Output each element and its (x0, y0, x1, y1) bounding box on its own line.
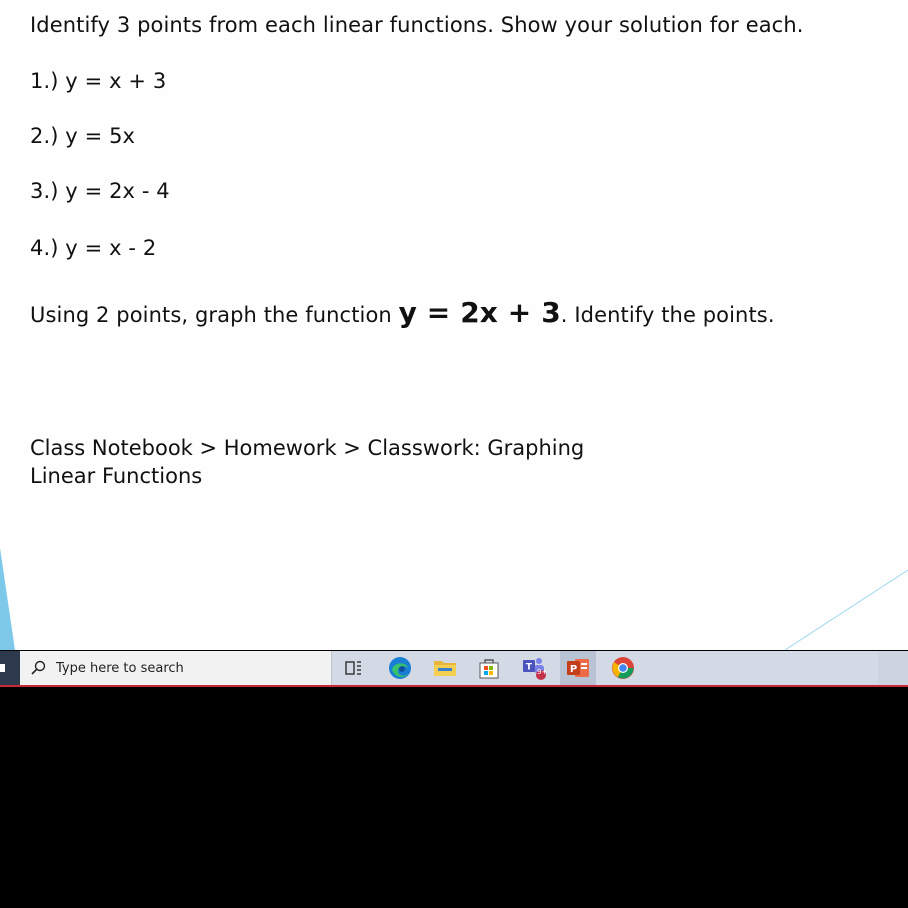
item-3: 3.) y = 2x - 4 (30, 179, 170, 203)
chrome-icon (611, 656, 635, 680)
file-explorer-button[interactable] (427, 651, 463, 685)
breadcrumb-line-1: Class Notebook > Homework > Classwork: Graphing (30, 436, 585, 460)
edge-button[interactable] (382, 651, 418, 685)
graph-suffix: . Identify the points. (560, 303, 775, 327)
powerpoint-button[interactable] (560, 651, 596, 685)
windows-icon (0, 664, 5, 672)
edge-icon (388, 656, 412, 680)
graph-function: y = 2x + 3 (398, 296, 561, 329)
taskbar (0, 651, 908, 685)
search-icon (30, 660, 46, 676)
chrome-button[interactable] (605, 651, 641, 685)
task-view-button[interactable] (336, 651, 372, 685)
store-icon (478, 657, 500, 679)
task-view-icon (345, 660, 363, 676)
teams-button[interactable] (516, 651, 552, 685)
breadcrumb-line-2: Linear Functions (30, 464, 203, 488)
instruction-text: Identify 3 points from each linear functions. Show your solution for each. (30, 13, 804, 37)
item-1: 1.) y = x + 3 (30, 69, 167, 93)
svg-text:T: T (525, 662, 533, 673)
search-box[interactable] (20, 651, 332, 685)
svg-text:P: P (569, 664, 578, 675)
show-desktop-area[interactable] (878, 651, 908, 685)
item-2: 2.) y = 5x (30, 124, 136, 148)
item-4: 4.) y = x - 2 (30, 236, 157, 260)
graph-instruction (30, 296, 775, 329)
start-button[interactable] (0, 651, 20, 685)
taskbar-accent-line (0, 685, 908, 687)
graph-prefix: Using 2 points, graph the function (30, 303, 399, 327)
powerpoint-icon (566, 657, 590, 679)
search-placeholder: Type here to search (56, 661, 184, 676)
breadcrumb (30, 434, 584, 490)
microsoft-store-button[interactable] (471, 651, 507, 685)
folder-icon (433, 658, 457, 678)
teams-badge: 9+ (537, 668, 548, 676)
